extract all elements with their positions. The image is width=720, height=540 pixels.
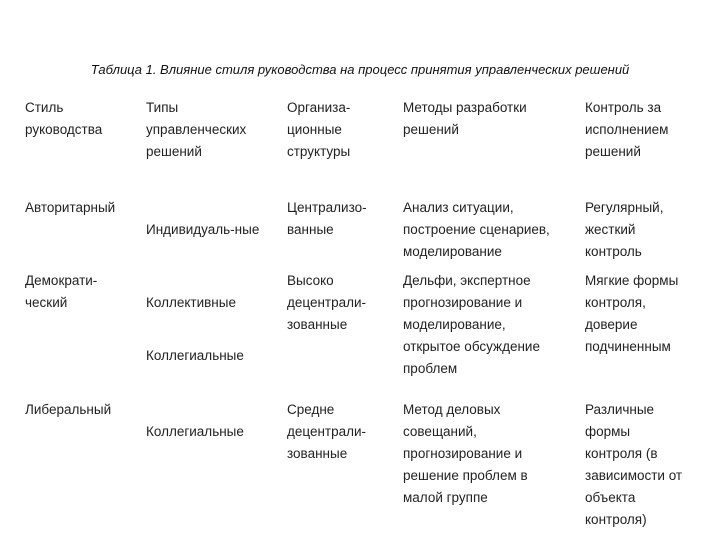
decision-type: Индивидуаль-ные [146, 222, 260, 237]
cell-org-structures: Средне децентрали- зованные [287, 402, 367, 461]
cell-methods: Анализ ситуации, построение сценариев, моделирование [403, 200, 550, 259]
decision-type: Коллективные [146, 295, 236, 310]
header-methods: Методы разработки решений [403, 100, 527, 137]
cell-methods: Дельфи, экспертное прогнозирование и моделирование, открытое обсуждение проблем [403, 273, 540, 376]
cell-decision-types [146, 399, 281, 465]
decision-type: Коллегиальные [146, 424, 244, 439]
cell-org-structures: Централизо- ванные [287, 200, 367, 237]
cell-decision-types [146, 197, 281, 263]
table-caption: Таблица 1. Влияние стиля руководства на процесс принятия управленческих решений [90, 62, 630, 77]
cell-control: Мягкие формы контроля, доверие подчиненным [585, 273, 679, 354]
cell-style: Авторитарный [25, 200, 116, 215]
cell-methods: Метод деловых совещаний, прогнозирование и решение проблем в малой группе [403, 402, 528, 505]
header-control: Контроль за исполнением решений [585, 100, 669, 159]
cell-style: Демократи- ческий [25, 273, 98, 310]
leadership-style-table [25, 97, 705, 539]
decision-type: Коллегиальные [146, 348, 244, 363]
table-row [25, 197, 705, 270]
header-style: Стиль руководства [25, 100, 103, 137]
table-row [25, 270, 705, 399]
header-decision-types: Типы управленческих решений [146, 100, 247, 159]
header-org-structures: Организа- ционные структуры [287, 100, 351, 159]
cell-control: Различные формы контроля (в зависимости от объекта контроля) [585, 402, 683, 527]
table-row [25, 399, 705, 539]
cell-style: Либеральный [25, 402, 112, 417]
cell-org-structures: Высоко децентрали- зованные [287, 273, 367, 332]
cell-control: Регулярный, жесткий контроль [585, 200, 664, 259]
cell-decision-types [146, 270, 281, 389]
table-header-row [25, 97, 705, 197]
